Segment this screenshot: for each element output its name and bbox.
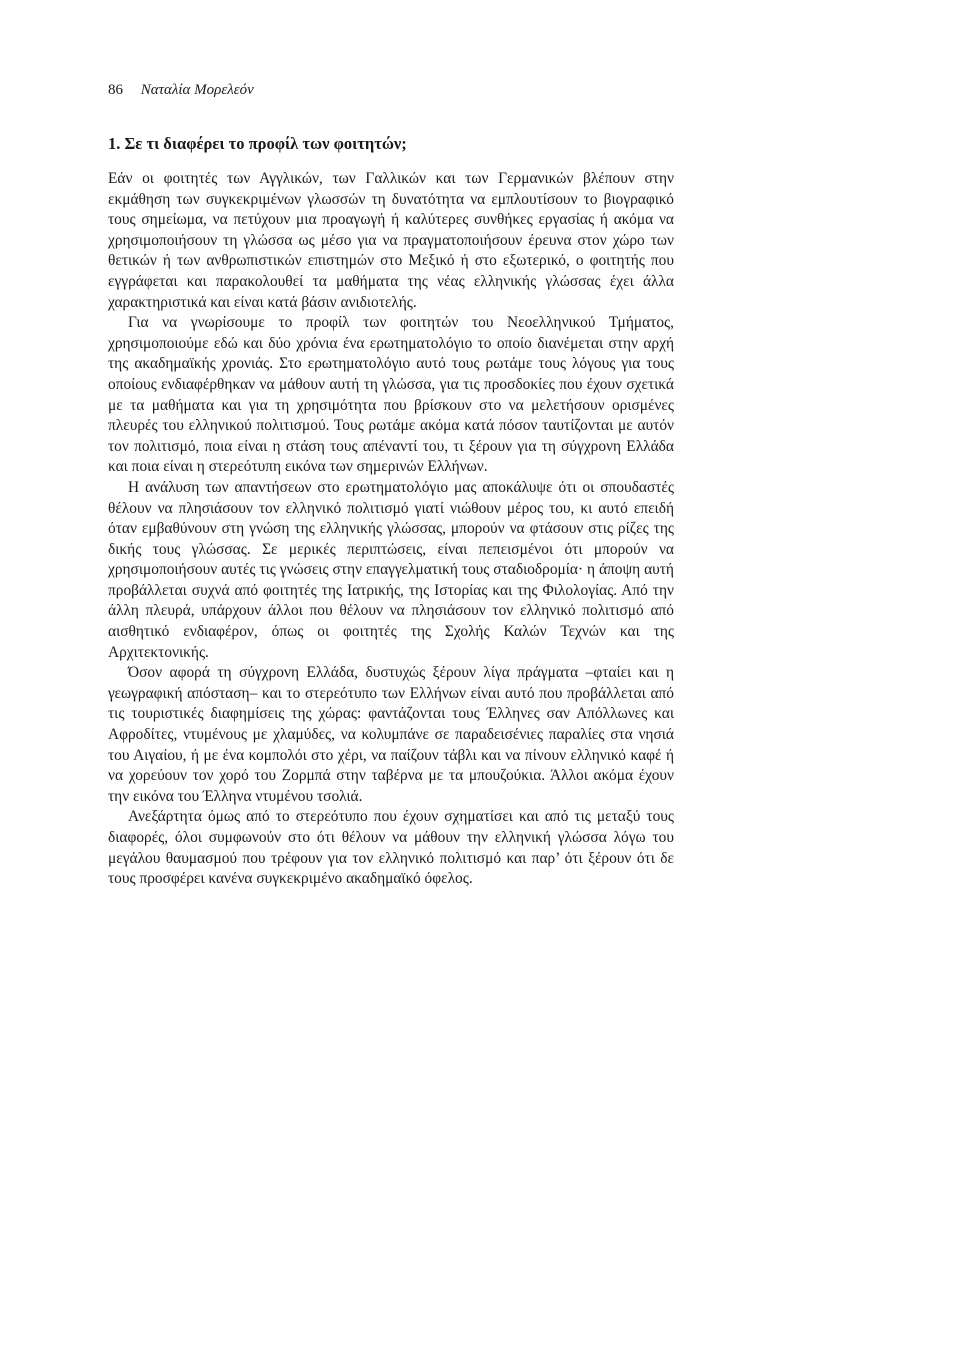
- paragraph-4: Όσον αφορά τη σύγχρονη Ελλάδα, δυστυχώς ξέρουν λίγα πράγματα –φταίει και η γεωγραφική απόσταση– και το στερεότυπο των Ελλήνων είναι αυτό που προβάλλεται από τις τουριστικές διαφημίσεις της χώρας: φαντάζονται τους Έλληνες σαν Απόλλωνες και Αφροδίτες, ντυμένους με χλαμύδες, να κολυμπάνε σε παραδεισένιες παραλίες στα νησιά του Αιγαίου, ή με ένα κομπολόι στο χέρι, να παίζουν τάβλι και να πίνουν ελληνικό καφέ ή να χορεύουν τον χορό του Ζορμπά στην ταβέρνα με τα μπουζούκια. Άλλοι ακόμα έχουν την εικόνα του Έλληνα ντυμένου τσολιά.: [108, 664, 674, 805]
- running-head: Ναταλία Μορελεόν: [140, 82, 254, 98]
- paragraph-3: Η ανάλυση των απαντήσεων στο ερωτηματολόγιο μας αποκάλυψε ότι οι σπουδαστές θέλουν να πλησιάσουν τον ελληνικό πολιτισμό γιατί νιώθουν μέρος του, κι αυτό επειδή όταν εμβαθύνουν στη γνώση της ελληνικής γλώσσας, μπορούν να φτάσουν στις ρίζες της δικής τους γλώσσας. Σε μερικές περιπτώσεις, είναι πεπεισμένοι ότι μπορούν να χρησιμοποιήσουν αυτές τις γνώσεις στην επαγγελματική τους σταδιοδρομία· η άποψη αυτή προβάλλεται συχνά από φοιτητές της Ιατρικής, της Ιστορίας και της Φιλολογίας. Από την άλλη πλευρά, υπάρχουν άλλοι που θέλουν να πλησιάσουν τον ελληνικό πολιτισμό από αισθητικό ενδιαφέρον, όπως οι φοιτητές της Σχολής Καλών Τεχνών και της Αρχιτεκτονικής.: [108, 478, 674, 661]
- page-header: [108, 80, 254, 100]
- section-heading: 1. Σε τι διαφέρει το προφίλ των φοιτητών;: [108, 134, 407, 153]
- paragraph-2: Για να γνωρίσουμε το προφίλ των φοιτητών του Νεοελληνικού Τμήματος, χρησιμοποιούμε εδώ και δύο χρόνια ένα ερωτηματολόγιο το οποίο διανέμεται στην αρχή της ακαδημαϊκής χρονιάς. Στο ερωτηματολόγιο αυτό τους ρωτάμε τους λόγους για τους οποίους ενδιαφέρθηκαν να μάθουν αυτή τη γλώσσα, για τις προσδοκίες που έχουν σχετικά με τα μαθήματα και για τη χρησιμότητα που βρίσκουν στο να μελετήσουν ορισμένες πλευρές του ελληνικού πολιτισμού. Τους ρωτάμε ακόμα κατά πόσον ταυτίζονται με αυτόν τον πολιτισμό, ποια είναι η στάση τους απέναντί του, τι ξέρουν για τη σύγχρονη Ελλάδα και ποια είναι η στερεότυπη εικόνα των σημερινών Ελλήνων.: [108, 314, 674, 476]
- paragraph-1: Εάν οι φοιτητές των Αγγλικών, των Γαλλικών και των Γερμανικών βλέπουν στην εκμάθηση των συγκεκριμένων γλωσσών τη δυνατότητα να εμπλουτίσουν το βιογραφικό τους σημείωμα, να πετύχουν μια προαγωγή ή καλύτερες συνθήκες εργασίας ή ακόμα να χρησιμοποιήσουν τη γλώσσα ως μέσο για να πραγματοποιήσουν έρευνα στον χώρο των θετικών ή των ανθρωπιστικών επιστημών στο Μεξικό ή στο εξωτερικό, ο φοιτητής που εγγράφεται και παρακολουθεί τα μαθήματα της νέας ελληνικής γλώσσας έχει άλλα χαρακτηριστικά και είναι κατά βάσιν ανιδιοτελής.: [108, 170, 674, 311]
- body-text: [108, 169, 674, 890]
- page-number: 86: [108, 82, 123, 98]
- paragraph-5: Ανεξάρτητα όμως από το στερεότυπο που έχουν σχηματίσει και από τις μεταξύ τους διαφορές, όλοι συμφωνούν στο ότι θέλουν να μάθουν την ελληνική γλώσσα λόγω του μεγάλου θαυμασμού που τρέφουν για τον ελληνικό πολιτισμό και παρ’ ότι ξέρουν ότι δε τους προσφέρει κανένα συγκεκριμένο ακαδημαϊκό όφελος.: [108, 808, 674, 888]
